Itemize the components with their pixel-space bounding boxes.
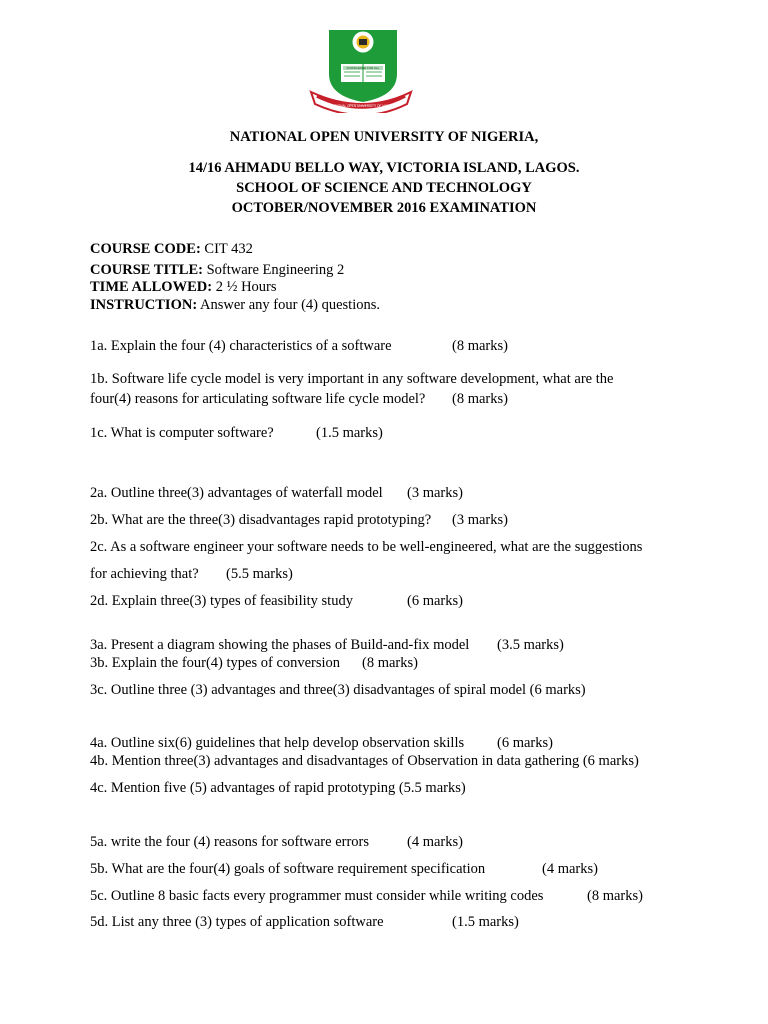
question-marks: (4 marks) <box>407 834 463 850</box>
question-marks: (8 marks) <box>452 391 508 407</box>
question-2c-line1: 2c. As a software engineer your software needs to be well-engineered, what are the suggestions <box>90 539 643 555</box>
question-5c: 5c. Outline 8 basic facts every programmer must consider while writing codes <box>90 888 544 904</box>
question-marks: (8 marks) <box>452 338 508 354</box>
question-4c: 4c. Mention five (5) advantages of rapid prototyping (5.5 marks) <box>90 780 466 796</box>
course-code <box>90 240 253 258</box>
instruction <box>90 296 380 314</box>
time-allowed-label: TIME ALLOWED: <box>90 279 213 295</box>
time-allowed <box>90 278 277 296</box>
question-5b: 5b. What are the four(4) goals of software requirement specification <box>90 861 486 877</box>
question-3b: 3b. Explain the four(4) types of conversion <box>90 655 341 671</box>
course-code-value: CIT 432 <box>204 241 253 257</box>
instruction-label: INSTRUCTION: <box>90 297 198 313</box>
question-marks: (8 marks) <box>587 888 643 904</box>
course-title-label: COURSE TITLE: <box>90 262 203 278</box>
question-marks: (4 marks) <box>542 861 598 877</box>
book-text: KNOWLEDGE FOR ALL <box>346 66 380 71</box>
question-5a: 5a. write the four (4) reasons for software errors <box>90 834 370 850</box>
university-name: NATIONAL OPEN UNIVERSITY OF NIGERIA, <box>229 129 539 145</box>
question-marks: (3 marks) <box>452 512 508 528</box>
question-2c-line2: for achieving that? <box>90 566 199 582</box>
course-title <box>90 261 344 279</box>
question-1b-line1: 1b. Software life cycle model is very important in any software development, what are the <box>90 371 614 387</box>
university-logo <box>309 30 413 113</box>
question-5d: 5d. List any three (3) types of application software <box>90 914 384 930</box>
instruction-value: Answer any four (4) questions. <box>200 297 381 313</box>
question-2b: 2b. What are the three(3) disadvantages rapid prototyping? <box>90 512 432 528</box>
question-text: 1a. Explain the four (4) characteristics of a software <box>90 338 392 354</box>
question-marks: (5.5 marks) <box>226 566 293 582</box>
time-allowed-value: 2 ½ Hours <box>215 279 277 295</box>
question-marks: (3.5 marks) <box>497 637 564 653</box>
question-2a: 2a. Outline three(3) advantages of waterfall model <box>90 485 383 501</box>
question-3a: 3a. Present a diagram showing the phases of Build-and-fix model <box>90 637 470 653</box>
coat-of-arms-detail <box>359 39 367 45</box>
question-marks: (6 marks) <box>497 735 553 751</box>
question-1b-line2: four(4) reasons for articulating software life cycle model? <box>90 391 426 407</box>
course-title-value: Software Engineering 2 <box>206 262 345 278</box>
question-1c: 1c. What is computer software? <box>90 425 274 441</box>
question-marks: (6 marks) <box>407 593 463 609</box>
question-2d: 2d. Explain three(3) types of feasibility study <box>90 593 353 609</box>
question-marks: (3 marks) <box>407 485 463 501</box>
banner-text: NATIONAL OPEN UNIVERSITY OF NIGERIA <box>330 104 396 108</box>
course-code-label: COURSE CODE: <box>90 241 201 257</box>
school-name: SCHOOL OF SCIENCE AND TECHNOLOGY <box>236 180 532 196</box>
question-marks: (1.5 marks) <box>316 425 383 441</box>
question-4a: 4a. Outline six(6) guidelines that help develop observation skills <box>90 735 465 751</box>
university-address: 14/16 AHMADU BELLO WAY, VICTORIA ISLAND, LAGOS. <box>188 160 580 176</box>
question-marks: (8 marks) <box>362 655 418 671</box>
question-marks: (1.5 marks) <box>452 914 519 930</box>
question-4b: 4b. Mention three(3) advantages and disadvantages of Observation in data gathering (6 marks) <box>90 753 639 769</box>
question-3c: 3c. Outline three (3) advantages and three(3) disadvantages of spiral model (6 marks) <box>90 682 586 698</box>
exam-title: OCTOBER/NOVEMBER 2016 EXAMINATION <box>231 200 537 216</box>
question-1a <box>90 337 392 355</box>
